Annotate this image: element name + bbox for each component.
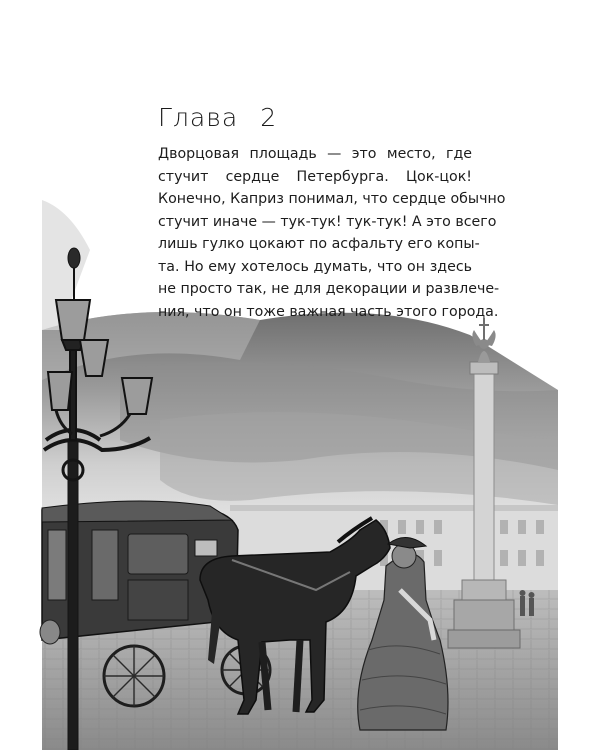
chapter-heading: [158, 103, 277, 132]
paragraph-line: Конечно, Каприз понимал, что сердце обычно: [158, 191, 506, 207]
paragraph-line: Дворцовая площадь — это место, где: [158, 146, 472, 162]
paragraph-line: лишь гулко цокают по асфальту его копы-: [158, 236, 480, 252]
paragraph-line: ния, что он тоже важная часть этого города.: [158, 303, 499, 320]
chapter-number: 2: [260, 103, 278, 132]
paragraph-line: стучит иначе — тук-тук! тук-тук! А это всего: [158, 213, 497, 230]
chapter-paragraph: [158, 143, 506, 323]
paragraph-line: не просто так, не для декорации и развлече-: [158, 281, 500, 297]
paragraph-line: стучит сердце Петербурга. Цок-цок!: [158, 168, 472, 185]
chapter-label: Глава: [158, 103, 239, 132]
paragraph-line: та. Но ему хотелось думать, что он здесь: [158, 258, 472, 275]
